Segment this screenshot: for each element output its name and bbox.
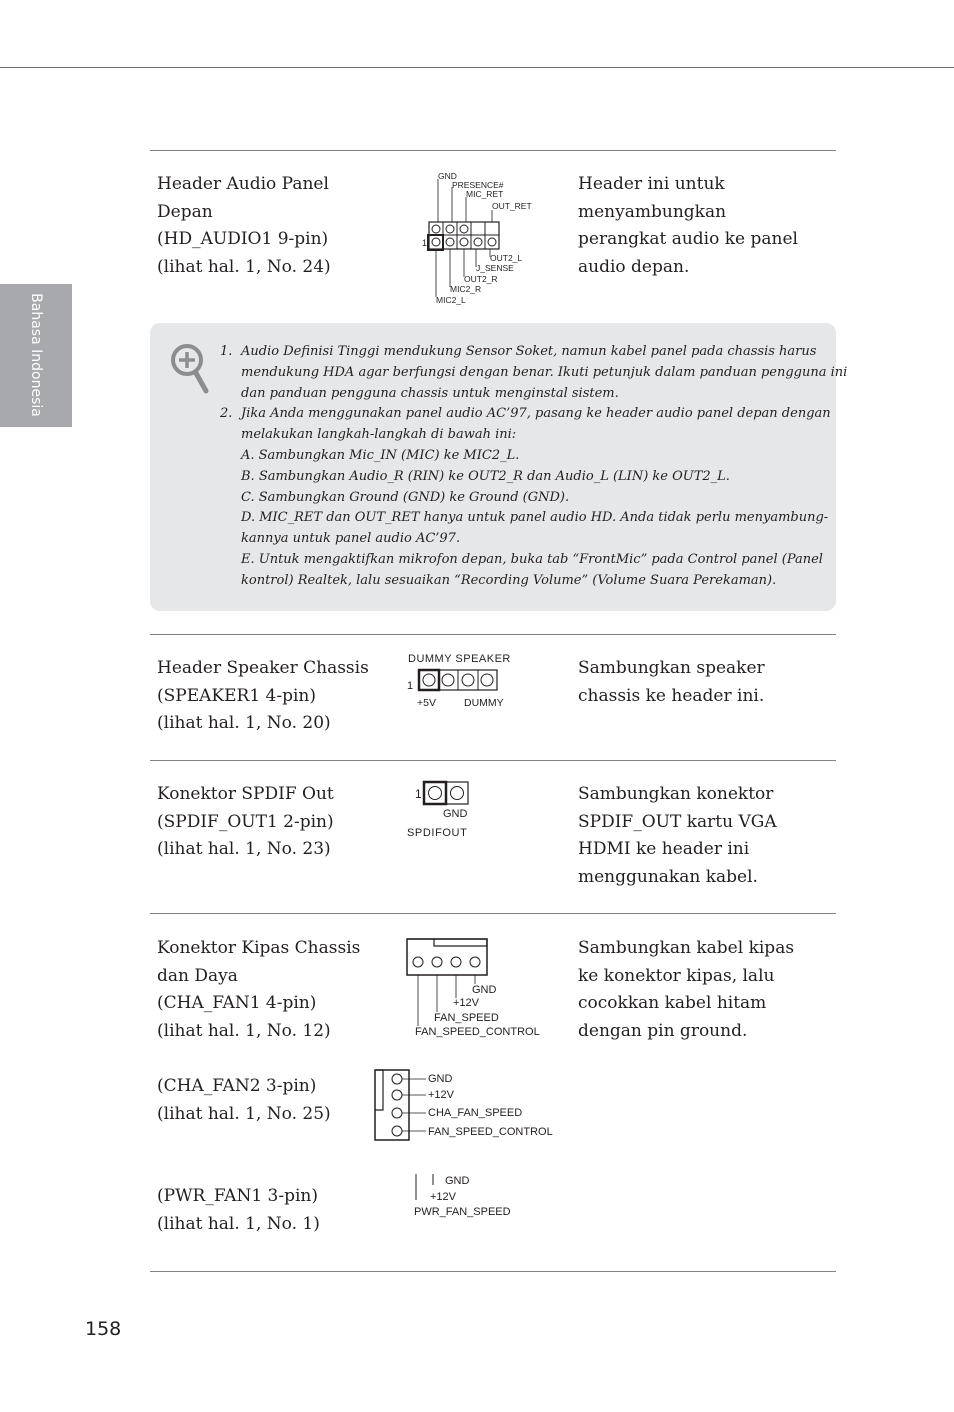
magnifier-note-icon xyxy=(170,343,210,395)
label-spdifout: SPDIFOUT xyxy=(407,827,468,839)
label-12v: +12V xyxy=(453,997,479,1009)
label-dummy: DUMMY xyxy=(464,697,504,709)
audio-header-description: Header ini untuk menyambungkan perangkat audio ke panel audio depan. xyxy=(578,174,798,278)
audio-header-title: Header Audio Panel Depan (HD_AUDIO1 9-pin) (lihat hal. 1, No. 24) xyxy=(157,174,331,278)
pwr-fan1-pin-diagram xyxy=(410,1168,540,1223)
page-number: 158 xyxy=(85,1318,122,1340)
pin1-marker: 1 xyxy=(415,787,422,801)
speaker-header-description: Sambungkan speaker chassis ke header ini. xyxy=(578,658,765,706)
label-dummy-speaker: DUMMY SPEAKER xyxy=(408,653,511,665)
label-pwr-fan-speed: PWR_FAN_SPEED xyxy=(414,1206,511,1218)
pwr-fan1-title: (PWR_FAN1 3-pin) (lihat hal. 1, No. 1) xyxy=(157,1186,320,1234)
top-rule xyxy=(0,67,954,68)
pin1-marker: 1 xyxy=(407,680,414,692)
label-mic2-r: MIC2_R xyxy=(450,284,482,294)
section-divider xyxy=(150,913,836,914)
label-fan-speed-control: FAN_SPEED_CONTROL xyxy=(428,1126,553,1138)
label-mic2-l: MIC2_L xyxy=(436,295,466,305)
label-cha-fan-speed: CHA_FAN_SPEED xyxy=(428,1107,523,1119)
label-fan-speed: FAN_SPEED xyxy=(434,1012,499,1024)
section-divider xyxy=(150,760,836,761)
section-divider xyxy=(150,1271,836,1272)
label-gnd: GND xyxy=(428,1073,453,1085)
label-gnd: GND xyxy=(445,1175,470,1187)
spdif-header-title: Konektor SPDIF Out (SPDIF_OUT1 2-pin) (lihat hal. 1, No. 23) xyxy=(157,784,334,860)
speaker-header-title: Header Speaker Chassis (SPEAKER1 4-pin) (lihat hal. 1, No. 20) xyxy=(157,658,369,734)
label-gnd: GND xyxy=(472,984,497,996)
label-presence: PRESENCE# xyxy=(452,180,504,190)
fan-header-description: Sambungkan kabel kipas ke konektor kipas, lalu cocokkan kabel hitam dengan pin ground. xyxy=(578,938,795,1042)
spdif-header-description: Sambungkan konektor SPDIF_OUT kartu VGA HDMI ke header ini menggunakan kabel. xyxy=(578,784,777,888)
label-5v: +5V xyxy=(417,697,436,709)
audio-notes xyxy=(220,342,848,592)
label-out-ret: OUT_RET xyxy=(492,201,532,211)
language-side-tab xyxy=(0,284,72,427)
pin1-marker: 1 xyxy=(422,238,428,248)
label-j-sense: J_SENSE xyxy=(476,263,514,273)
cha-fan1-pin-diagram xyxy=(400,932,570,1042)
section-divider xyxy=(150,150,836,151)
label-12v: +12V xyxy=(430,1191,456,1203)
note-item: 2. Jika Anda menggunakan panel audio AC’97, pasang ke header audio panel depan dengan melakukan langkah-langkah di bawah ini: A. Sambungkan Mic_IN (MIC) ke MIC2_L. B. Sambungkan Audio_R (RIN) ke OUT2_R dan Audio_L (LIN) ke OUT2_L. C. Sambungkan Ground (GND) ke Ground (GND). D. MIC_RET dan OUT_RET hanya untuk panel audio HD. Anda tidak perlu menyambung- kannya untuk panel audio AC’97. E. Untuk mengaktifkan mikrofon depan, buka tab “FrontMic” pada Control panel (Panel kontrol) Realtek, lalu sesuaikan “Recording Volume” (Volume Suara Perekaman). xyxy=(220,406,831,588)
label-mic-ret: MIC_RET xyxy=(466,189,504,199)
label-out2-l: OUT2_L xyxy=(490,253,523,263)
label-out2-r: OUT2_R xyxy=(464,274,498,284)
spdif-pin-diagram xyxy=(405,778,495,840)
hd-audio-pin-diagram xyxy=(420,165,540,310)
label-gnd: GND xyxy=(443,808,468,820)
label-gnd: GND xyxy=(438,171,457,181)
cha-fan2-title: (CHA_FAN2 3-pin) (lihat hal. 1, No. 25) xyxy=(157,1076,331,1124)
section-divider xyxy=(150,634,836,635)
cha-fan2-pin-diagram xyxy=(370,1064,570,1144)
side-tab-label: Bahasa Indonesia xyxy=(28,293,44,417)
label-fan-speed-control: FAN_SPEED_CONTROL xyxy=(415,1026,540,1038)
label-12v: +12V xyxy=(428,1089,454,1101)
fan-header-title: Konektor Kipas Chassis dan Daya (CHA_FAN1 4-pin) (lihat hal. 1, No. 12) xyxy=(157,938,361,1042)
note-item: 1. Audio Definisi Tinggi mendukung Sensor Soket, namun kabel panel pada chassis harus mendukung HDA agar berfungsi dengan benar. Ikuti petunjuk dalam panduan pengguna ini dan panduan pengguna chassis untuk menginstal sistem. xyxy=(220,344,848,401)
speaker-pin-diagram xyxy=(405,648,525,713)
